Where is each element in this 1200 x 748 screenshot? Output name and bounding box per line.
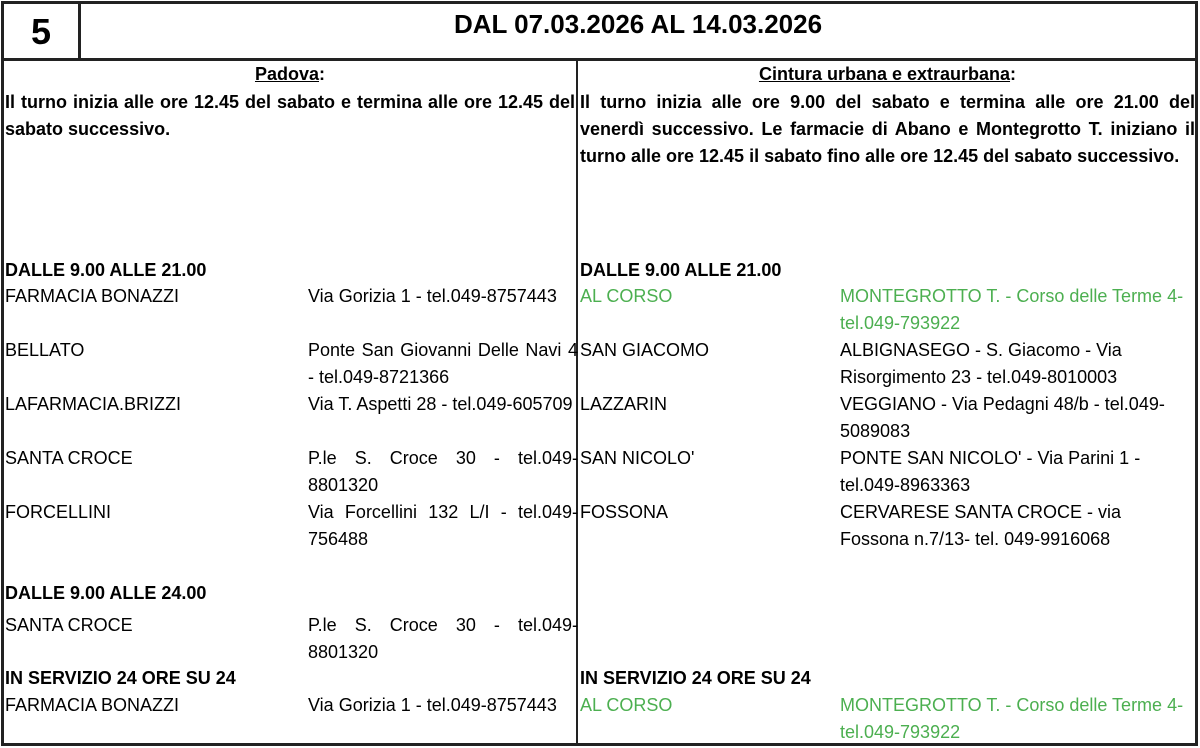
pharmacy-address: CERVARESE SANTA CROCE - via Fossona n.7/13- tel. 049-9916068 [840,502,1122,549]
pharmacy-name: SAN GIACOMO [580,340,710,360]
pharmacy-name: AL CORSO [580,286,673,306]
zone-name: Cintura urbana e extraurbana [758,64,1011,84]
pharmacy-address: ALBIGNASEGO - S. Giacomo - Via Risorgimento 23 - tel.049-8010003 [840,340,1122,387]
pharmacy-address: Via T. Aspetti 28 - tel.049-605709 [308,394,573,414]
pharmacy-name: LAFARMACIA.BRIZZI [5,394,182,414]
zone-heading: Cintura urbana e extraurbana: [758,64,1017,84]
pharmacy-name: FARMACIA BONAZZI [5,286,180,306]
section-title: DALLE 9.00 ALLE 24.00 [5,583,207,603]
zone-name: Padova [254,64,320,84]
pharmacy-name: FARMACIA BONAZZI [5,695,180,715]
pharmacy-name: SAN NICOLO' [580,448,695,468]
pharmacy-name: SANTA CROCE [5,615,133,635]
pharmacy-name: FOSSONA [580,502,669,522]
zone-heading: Padova: [254,64,326,84]
pharmacy-name: LAZZARIN [580,394,668,414]
section-title: DALLE 9.00 ALLE 21.00 [580,260,782,280]
pharmacy-address: P.le S. Croce 30 - tel.049-8801320 [308,615,578,662]
pharmacy-address: Via Gorizia 1 - tel.049-8757443 [308,695,557,715]
section-title: DALLE 9.00 ALLE 21.00 [5,260,207,280]
pharmacy-address: VEGGIANO - Via Pedagni 48/b - tel.049-5089083 [840,394,1165,441]
shift-intro: Il turno inizia alle ore 9.00 del sabato e termina alle ore 21.00 del venerdì successivo. Le farmacie di Abano e Montegrotto T. iniziano il turno alle ore 12.45 il sabato fino alle ore 12.45 del sabato successivo. [580,92,1195,166]
pharmacy-address: MONTEGROTTO T. - Corso delle Terme 4- tel.049-793922 [840,286,1184,333]
period-title: DAL 07.03.2026 AL 14.03.2026 [453,9,823,39]
pharmacy-address: Via Forcellini 132 L/I - tel.049-756488 [308,502,578,549]
pharmacy-name: AL CORSO [580,695,673,715]
pharmacy-name: FORCELLINI [5,502,112,522]
pharmacy-address: MONTEGROTTO T. - Corso delle Terme 4- tel.049-793922 [840,695,1184,742]
section-title: IN SERVIZIO 24 ORE SU 24 [580,668,811,688]
pharmacy-name: SANTA CROCE [5,448,133,468]
pharmacy-address: PONTE SAN NICOLO' - Via Parini 1 - tel.049-8963363 [840,448,1141,495]
section-title: IN SERVIZIO 24 ORE SU 24 [5,668,236,688]
week-number: 5 [30,11,52,52]
pharmacy-address: Via Gorizia 1 - tel.049-8757443 [308,286,557,306]
pharmacy-address: Ponte San Giovanni Delle Navi 4 - tel.049-8721366 [308,340,578,387]
shift-intro: Il turno inizia alle ore 12.45 del sabato e termina alle ore 12.45 del sabato successivo. [5,92,575,139]
pharmacy-name: BELLATO [5,340,85,360]
pharmacy-address: P.le S. Croce 30 - tel.049-8801320 [308,448,578,495]
